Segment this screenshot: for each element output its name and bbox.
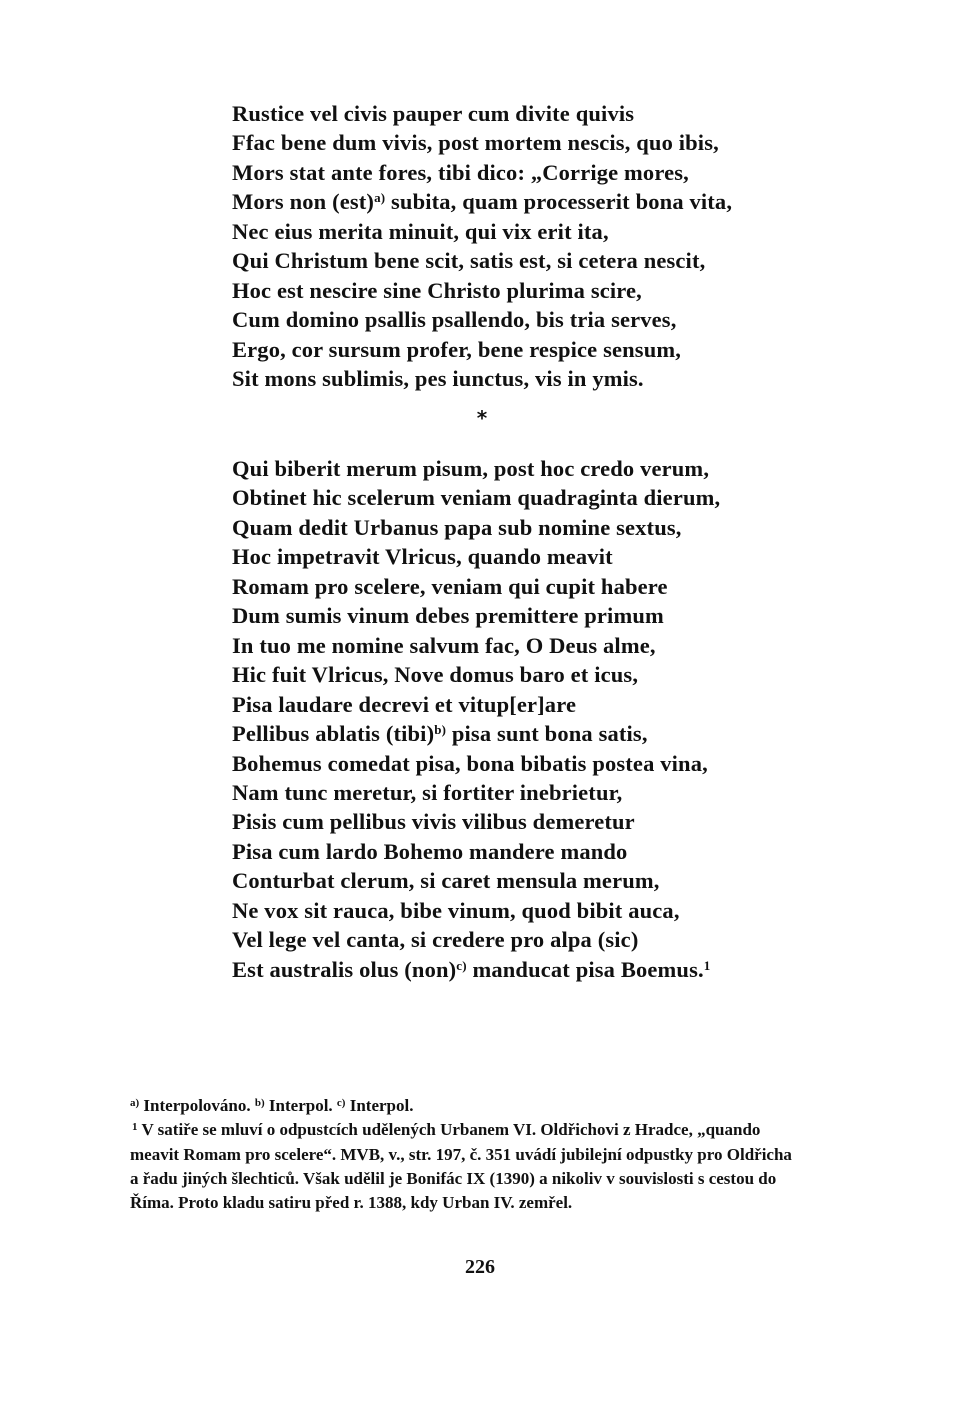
footnote-marker: b) xyxy=(434,722,447,738)
verse-line: Hic fuit Vlricus, Nove domus baro et icus, xyxy=(232,662,639,688)
verse-line: Conturbat clerum, si caret mensula merum, xyxy=(232,868,660,894)
footnote-1-line: a řadu jiných šlechticů. Však udělil je Bonifác IX (1390) a nikoliv v souvislosti s cestou do xyxy=(130,1168,777,1188)
poem-part-2 xyxy=(232,454,872,984)
verse-text: manducat pisa Boemus. xyxy=(466,956,704,982)
verse-line: In tuo me nomine salvum fac, O Deus alme, xyxy=(232,632,656,658)
footnote-text: V satiře se mluví o odpustcích udělených Urbanem VI. Oldřichovi z Hradce, „quando xyxy=(137,1120,761,1140)
footnote-text: Interpol. xyxy=(264,1096,337,1115)
verse-line xyxy=(232,955,872,984)
footnote-marker: a) xyxy=(130,1097,140,1109)
verse-line: Nam tunc meretur, si fortiter inebrietur, xyxy=(232,779,623,805)
verse-line: Sit mons sublimis, pes iunctus, vis in ymis. xyxy=(232,366,644,392)
verse-line: Dum sumis vinum debes premittere primum xyxy=(232,603,664,629)
verse-line: Ergo, cor sursum profer, bene respice sensum, xyxy=(232,336,682,362)
verse-line: Ffac bene dum vivis, post mortem nescis, quo ibis, xyxy=(232,130,719,156)
verse-line: Obtinet hic scelerum veniam quadraginta dierum, xyxy=(232,485,721,511)
verse-line: Bohemus comedat pisa, bona bibatis postea vina, xyxy=(232,750,708,776)
footnote-1-line: meavit Romam pro scelere“. MVB, v., str. 197, č. 351 uvádí jubilejní odpustky pro Oldřicha xyxy=(130,1144,792,1164)
verse-text: Mors non (est) xyxy=(232,189,375,215)
verse-line: Nec eius merita minuit, qui vix erit ita, xyxy=(232,218,609,244)
footnote-text: Interpolováno. xyxy=(139,1096,255,1115)
verse-text: Pellibus ablatis (tibi) xyxy=(232,721,435,747)
footnote-marker: c) xyxy=(456,957,467,973)
footnote-marker: 1 xyxy=(703,957,711,973)
footnote-text: Interpol. xyxy=(345,1096,414,1115)
footnote-1-line: Říma. Proto kladu satiru před r. 1388, kdy Urban IV. zemřel. xyxy=(130,1193,573,1213)
verse-line: Qui biberit merum pisum, post hoc credo verum, xyxy=(232,456,710,481)
footnote-marker: c) xyxy=(336,1097,346,1109)
apparatus-notes xyxy=(130,1094,870,1118)
verse-text: Est australis olus (non) xyxy=(232,956,457,982)
verse-line: Ne vox sit rauca, bibe vinum, quod bibit auca, xyxy=(232,897,680,923)
verse-line: Pisis cum pellibus vivis vilibus demeretur xyxy=(232,809,635,835)
poem-part-1 xyxy=(232,99,872,394)
verse-line: Hoc est nescire sine Christo plurima scire, xyxy=(232,277,642,303)
verse-line: Cum domino psallis psallendo, bis tria serves, xyxy=(232,307,677,333)
verse-line: Pisa laudare decrevi et vitup[er]are xyxy=(232,691,577,717)
section-separator: * xyxy=(476,406,488,430)
footnote-marker: a) xyxy=(374,190,386,206)
verse-text: subita, quam processerit bona vita, xyxy=(385,189,733,215)
verse-line: Romam pro scelere, veniam qui cupit habere xyxy=(232,573,668,599)
footnote-marker: b) xyxy=(254,1097,265,1109)
verse-line: Quam dedit Urbanus papa sub nomine sextus, xyxy=(232,514,682,540)
verse-line: Hoc impetravit Vlricus, quando meavit xyxy=(232,544,613,570)
verse-text: pisa sunt bona satis, xyxy=(446,721,648,747)
footnotes xyxy=(130,1094,870,1215)
verse-line: Mors stat ante fores, tibi dico: „Corrige mores, xyxy=(232,159,689,185)
verse-line: Vel lege vel canta, si credere pro alpa (sic) xyxy=(232,927,639,953)
verse-line: Pisa cum lardo Bohemo mandere mando xyxy=(232,838,628,864)
verse-line xyxy=(232,187,872,216)
verse-line: Qui Christum bene scit, satis est, si cetera nescit, xyxy=(232,248,706,274)
footnote-1-line xyxy=(130,1118,870,1142)
verse-line: Rustice vel civis pauper cum divite quivis xyxy=(232,101,635,126)
footnote-marker: 1 xyxy=(132,1121,138,1134)
verse-line xyxy=(232,719,872,748)
page-number: 226 xyxy=(465,1256,495,1278)
